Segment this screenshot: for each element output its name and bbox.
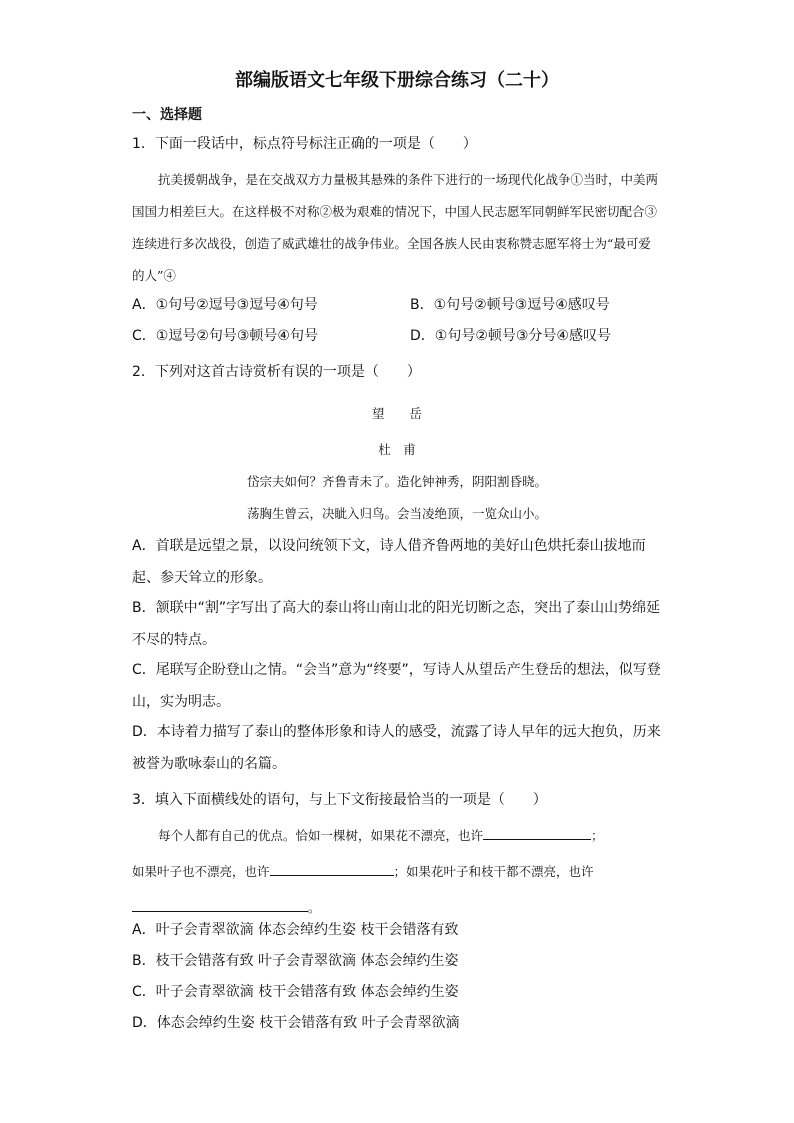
question-3-option-b[interactable]: B．枝干会错落有致 叶子会青翠欲滴 体态会绰约生姿 <box>132 953 459 969</box>
question-2-option-a[interactable]: A．首联是远望之景，以设问统领下文，诗人借齐鲁两地的美好山色烘托泰山拔地而起、参天耸立的形象。 <box>132 538 646 586</box>
question-2-option-d[interactable]: D．本诗着力描写了泰山的整体形象和诗人的感受，流露了诗人早年的远大抱负，历来被誉为歌咏泰山的名篇。 <box>132 724 661 772</box>
poem-line-2: 荡胸生曾云，决眦入归鸟。会当凌绝顶，一览众山小。 <box>246 506 547 521</box>
fill-part-3: ；如果花叶子和枝干都不漂亮，也许 <box>393 864 594 879</box>
fill-separator: ； <box>591 828 604 843</box>
question-2-option-c[interactable]: C．尾联写企盼登山之情。“会当”意为“终要”，写诗人从望岳产生登岳的想法，似写登山，实为明志。 <box>132 662 661 710</box>
poem-line-1: 岱宗夫如何？齐鲁青未了。造化钟神秀，阴阳割昏晓。 <box>246 474 547 489</box>
page-title: 部编版语文七年级下册综合练习（二十） <box>235 70 559 91</box>
question-3-option-c[interactable]: C．叶子会青翠欲滴 枝干会错落有致 体态会绰约生姿 <box>132 984 459 1000</box>
blank-1[interactable] <box>483 825 591 840</box>
section-heading: 一、选择题 <box>132 107 202 123</box>
question-1-passage <box>132 164 662 292</box>
blank-3[interactable] <box>132 897 308 912</box>
question-1-option-d[interactable]: D．①句号②顿号③分号④感叹号 <box>410 328 611 344</box>
question-1-stem: 1．下面一段话中，标点符号标注正确的一项是（ ） <box>132 136 477 152</box>
question-3-stem: 3．填入下面横线处的语句，与上下文衔接最恰当的一项是（ ） <box>132 792 547 808</box>
blank-2[interactable] <box>270 861 394 876</box>
fill-part-2: 如果叶子也不漂亮，也许 <box>132 864 270 879</box>
question-2-stem: 2．下列对这首古诗赏析有误的一项是（ ） <box>132 364 421 380</box>
question-1-option-b[interactable]: B．①句号②顿号③逗号④感叹号 <box>410 297 610 313</box>
question-3-passage <box>132 818 662 926</box>
fill-part-1: 每个人都有自己的优点。恰如一棵树，如果花不漂亮，也许 <box>158 828 484 843</box>
question-1-option-a[interactable]: A．①句号②逗号③逗号④句号 <box>132 297 318 313</box>
question-3-option-d[interactable]: D．体态会绰约生姿 枝干会错落有致 叶子会青翠欲滴 <box>132 1015 460 1031</box>
question-2-option-b[interactable]: B．颔联中“割”字写出了高大的泰山将山南山北的阳光切断之态，突出了泰山山势绵延不尽的特点。 <box>132 600 661 648</box>
fill-end: 。 <box>308 900 321 915</box>
passage-text: 抗美援朝战争，是在交战双方力量极其悬殊的条件下进行的一场现代化战争①当时，中美两国国力相差巨大。在这样极不对称②极为艰难的情况下，中国人民志愿军同朝鲜军民密切配合③连续进行多次战役，创造了威武雄壮的战争伟业。全国各族人民由衷称赞志愿军将士为“最可爱的人”④ <box>132 172 659 283</box>
question-1-option-c[interactable]: C．①逗号②句号③顿号④句号 <box>132 328 318 344</box>
poem-author: 杜 甫 <box>378 442 416 457</box>
poem-title: 望 岳 <box>371 406 422 421</box>
question-3-option-a[interactable]: A．叶子会青翠欲滴 体态会绰约生姿 枝干会错落有致 <box>132 922 459 938</box>
